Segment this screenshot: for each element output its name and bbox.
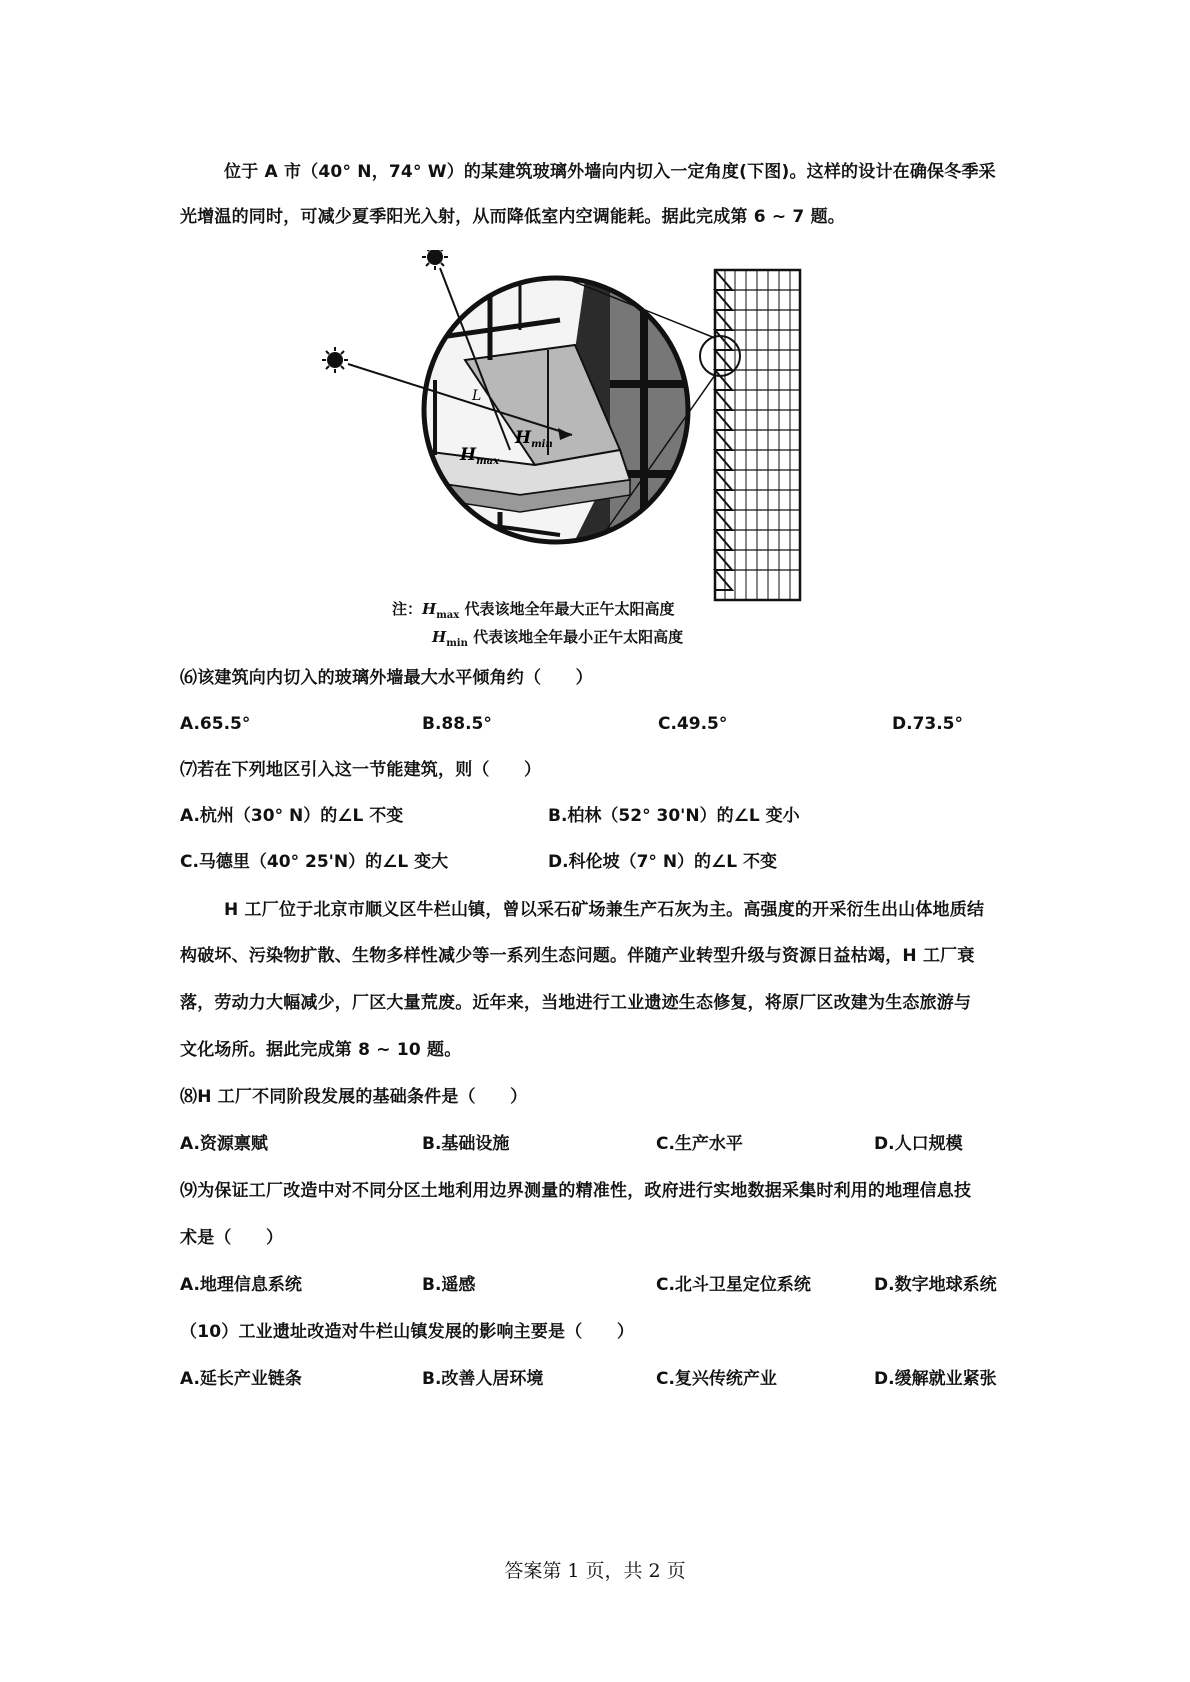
figure-note-2: $H_{min}$ 代表该地全年最小正午太阳高度 bbox=[432, 628, 684, 649]
intro2-line1: H 工厂位于北京市顺义区牛栏山镇，曾以采石矿场兼生产石灰为主。高强度的开采衍生出山体地质结 bbox=[224, 900, 985, 920]
q8-option-b[interactable]: B.基础设施 bbox=[422, 1134, 510, 1154]
q9-stem-line1: ⑼为保证工厂改造中对不同分区土地利用边界测量的精准性，政府进行实地数据采集时利用的地理信息技 bbox=[180, 1181, 972, 1201]
intro2-line3: 落，劳动力大幅减少，厂区大量荒废。近年来，当地进行工业遗迹生态修复，将原厂区改建为生态旅游与 bbox=[180, 993, 972, 1013]
q7-option-a[interactable]: A.杭州（30° N）的∠L 不变 bbox=[180, 806, 404, 826]
q6-option-d[interactable]: D.73.5° bbox=[892, 714, 964, 734]
q10-option-c[interactable]: C.复兴传统产业 bbox=[656, 1369, 777, 1389]
q9-option-c[interactable]: C.北斗卫星定位系统 bbox=[656, 1275, 811, 1295]
q7-option-d[interactable]: D.科伦坡（7° N）的∠L 不变 bbox=[548, 852, 778, 872]
building-figure bbox=[320, 250, 880, 650]
q10-option-a[interactable]: A.延长产业链条 bbox=[180, 1369, 302, 1389]
sun-icon bbox=[322, 347, 348, 373]
q7-stem: ⑺若在下列地区引入这一节能建筑，则（ ） bbox=[180, 760, 542, 780]
hmax-label: $H_{max}$ bbox=[460, 445, 500, 467]
figure-note-1: 注：$H_{max}$ 代表该地全年最大正午太阳高度 bbox=[392, 600, 675, 621]
q9-option-a[interactable]: A.地理信息系统 bbox=[180, 1275, 302, 1295]
intro2-line2: 构破坏、污染物扩散、生物多样性减少等一系列生态问题。伴随产业转型升级与资源日益枯竭，H 工厂衰 bbox=[180, 946, 975, 966]
intro2-line4: 文化场所。据此完成第 8 ~ 10 题。 bbox=[180, 1040, 462, 1060]
angle-l-label: L bbox=[472, 388, 482, 404]
q8-stem: ⑻H 工厂不同阶段发展的基础条件是（ ） bbox=[180, 1087, 528, 1107]
q6-option-b[interactable]: B.88.5° bbox=[422, 714, 492, 734]
q9-option-b[interactable]: B.遥感 bbox=[422, 1275, 476, 1295]
q10-stem: （10）工业遗址改造对牛栏山镇发展的影响主要是（ ） bbox=[180, 1322, 635, 1342]
q6-option-c[interactable]: C.49.5° bbox=[658, 714, 728, 734]
building-facade bbox=[715, 270, 800, 600]
intro1-line1: 位于 A 市（40° N，74° W）的某建筑玻璃外墙向内切入一定角度(下图)。这样的设计在确保冬季采 bbox=[224, 162, 996, 182]
q10-option-b[interactable]: B.改善人居环境 bbox=[422, 1369, 544, 1389]
q9-option-d[interactable]: D.数字地球系统 bbox=[874, 1275, 997, 1295]
q6-stem: ⑹该建筑向内切入的玻璃外墙最大水平倾角约（ ） bbox=[180, 668, 593, 688]
q9-stem-line2: 术是（ ） bbox=[180, 1228, 284, 1248]
q7-option-b[interactable]: B.柏林（52° 30'N）的∠L 变小 bbox=[548, 806, 800, 826]
q7-option-c[interactable]: C.马德里（40° 25'N）的∠L 变大 bbox=[180, 852, 449, 872]
sun-icon bbox=[422, 250, 448, 270]
q6-option-a[interactable]: A.65.5° bbox=[180, 714, 251, 734]
hmin-label: $H_{min}$ bbox=[515, 428, 553, 450]
q8-option-c[interactable]: C.生产水平 bbox=[656, 1134, 743, 1154]
q8-option-a[interactable]: A.资源禀赋 bbox=[180, 1134, 268, 1154]
q8-option-d[interactable]: D.人口规模 bbox=[874, 1134, 963, 1154]
page-footer: 答案第 1 页，共 2 页 bbox=[504, 1560, 686, 1582]
intro1-line2: 光增温的同时，可减少夏季阳光入射，从而降低室内空调能耗。据此完成第 6 ~ 7 题。 bbox=[180, 207, 845, 227]
q10-option-d[interactable]: D.缓解就业紧张 bbox=[874, 1369, 997, 1389]
